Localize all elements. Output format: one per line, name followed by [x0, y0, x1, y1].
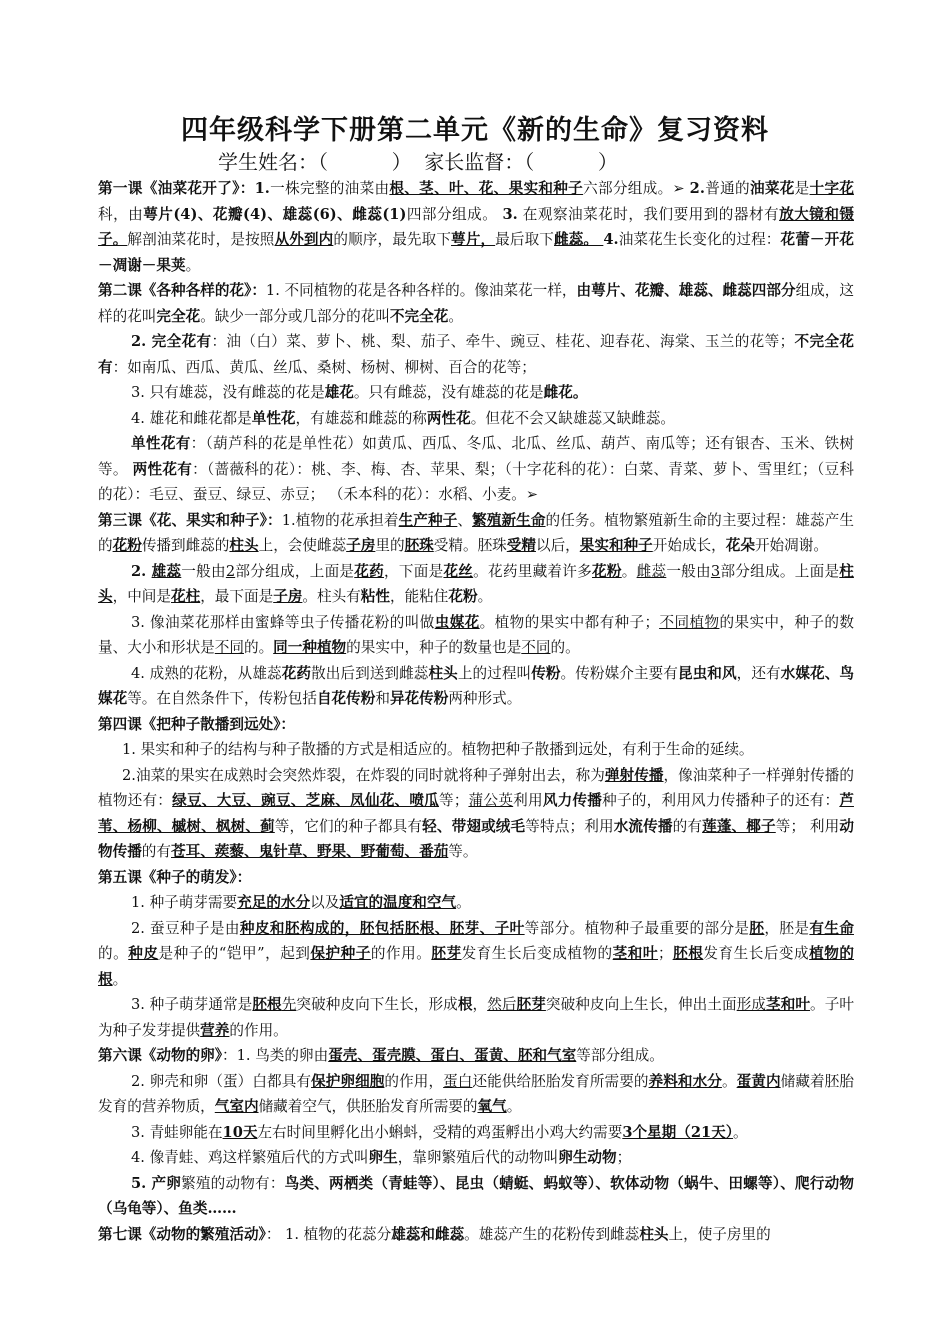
text-run: ，能粘住: [389, 588, 449, 605]
text-run: 自花传粉: [316, 690, 376, 707]
text-run: 4. 成熟的花粉，从雄蕊: [131, 664, 282, 682]
text-run: ，中间是: [112, 588, 171, 605]
text-run: 4. 雄花和雌花都是: [131, 409, 252, 427]
text-run: 蛋白: [443, 1072, 473, 1090]
text-run: 。: [506, 1098, 522, 1115]
text-run: 植物的根: [98, 945, 854, 988]
text-run: 3. 像油菜花那样由蜜蜂等虫子传播花粉的叫做: [131, 613, 435, 631]
text-run: 2. 卵壳和卵（蛋）白都具有: [131, 1072, 312, 1090]
text-run: 的。: [550, 639, 580, 656]
text-run: 。但花不会又缺雄蕊又缺雌蕊。: [470, 409, 676, 427]
text-run: 。花药里藏着许多: [473, 562, 593, 580]
text-run: 保护卵细胞: [311, 1072, 385, 1090]
paragraph: [98, 278, 854, 329]
text-run: 胚芽: [431, 945, 462, 962]
text-run: 。: [477, 588, 493, 605]
text-run: 粘性: [360, 588, 390, 605]
text-run: 六部分组成。➢: [583, 180, 690, 197]
text-run: ：（蔷薇科的花）：桃、李、梅、杏、苹果、梨；（十字花科的花）：白菜、青菜、萝卜、雪里红；（豆科的花）：毛豆、蚕豆、绿豆、赤豆； （禾本科的花）：水稻、小麦。➢: [98, 460, 854, 503]
text-run: 等；: [439, 792, 469, 809]
text-run: 在观察油菜花时，我们要用到的器材有: [517, 205, 780, 223]
text-run: 等部分。植物种子最重要的部分是: [524, 919, 750, 937]
text-run: 2. 完全花有: [131, 333, 212, 350]
text-run: 异花传粉: [389, 690, 449, 707]
text-run: 3. 种子萌芽通常是: [131, 996, 253, 1013]
text-run: 油菜花生长变化的过程：: [618, 231, 781, 248]
text-run: 。: [721, 1072, 737, 1090]
text-run: 花粉: [592, 562, 622, 580]
text-run: 不同: [214, 639, 244, 656]
text-run: 。雄蕊产生的花粉传到雌蕊: [464, 1225, 640, 1243]
text-run: ，像油菜种子一样弹射传播的植物还有：: [98, 766, 854, 809]
text-run: 10天: [222, 1123, 258, 1141]
paragraph: [98, 916, 854, 993]
text-run: 2. 蚕豆种子是由: [131, 919, 240, 937]
text-run: 的作用，: [384, 1072, 444, 1090]
paragraph: [98, 406, 854, 432]
text-run: ： 1. 植物的花蕊分: [265, 1225, 392, 1243]
text-run: 发育生长后变成: [703, 945, 810, 962]
text-run: 。: [456, 894, 471, 911]
text-run: 弹射传播: [604, 766, 664, 784]
text-run: 上的过程叫: [457, 664, 532, 682]
text-run: 传播到雌蕊的: [141, 537, 230, 554]
text-run: 储藏着空气，供胚胎发育所需要的: [258, 1098, 478, 1115]
text-run: 的作用。: [229, 1021, 288, 1039]
text-run: 雌花。: [543, 384, 588, 401]
text-run: 开始成长，: [652, 537, 726, 554]
text-run: 单性花: [251, 409, 296, 427]
text-run: 受精: [506, 537, 536, 554]
paragraph: [98, 763, 854, 865]
text-run: 有生命: [809, 919, 854, 937]
text-run: 花丝: [443, 562, 474, 580]
text-run: 。: [733, 1123, 748, 1141]
text-run: 3.: [502, 205, 518, 223]
text-run: 花药: [354, 562, 384, 580]
text-run: 。植物的果实中都有种子；: [479, 613, 660, 631]
text-run: 的作用。: [370, 945, 432, 962]
text-run: 雄花: [324, 384, 354, 401]
text-run: 雄蕊和雌蕊: [391, 1225, 465, 1243]
text-run: 绿豆、大豆、豌豆、芝麻、凤仙花、喷瓜: [172, 792, 440, 809]
text-run: 是: [794, 180, 810, 197]
text-run: 动物传播: [98, 817, 854, 860]
paragraph: [98, 1069, 854, 1120]
text-run: 芦苇、杨柳、槭树、枫树、蓟: [98, 792, 854, 835]
text-run: 花柱: [171, 588, 201, 605]
text-run: 种皮和胚构成的，胚包括胚根、胚芽、子叶: [239, 919, 525, 937]
text-run: 2: [225, 562, 236, 580]
text-run: 第六课《动物的卵》: [98, 1047, 223, 1064]
text-run: 1.: [254, 180, 270, 197]
text-run: 以及: [310, 894, 340, 911]
paragraph: [98, 992, 854, 1043]
text-run: 胚根: [252, 996, 282, 1013]
text-run: 两性花有: [132, 460, 193, 478]
paragraph: [98, 610, 854, 661]
student-parent-line: 学生姓名：（ ） 家长监督：（ ）: [218, 150, 618, 174]
text-run: 蛋黄内: [736, 1072, 781, 1090]
text-run: 等； 利用: [775, 817, 840, 835]
text-run: ：1. 鸟类的卵由: [222, 1047, 329, 1064]
text-run: 等。: [448, 843, 478, 860]
text-run: 科，由: [98, 205, 144, 223]
text-run: 第二课《各种各样的花》：: [98, 282, 266, 299]
text-run: 3个星期（21天）: [622, 1123, 734, 1141]
text-run: 子房: [346, 537, 376, 554]
text-run: 根、茎、叶、花、果实和种子: [389, 180, 584, 197]
text-run: 发育生长后变成植物的: [461, 945, 613, 962]
text-run: 3: [710, 562, 721, 580]
text-run: 、: [457, 511, 473, 529]
text-run: 第四课《把种子散播到远处》：: [98, 715, 296, 733]
text-run: 莲蓬、椰子: [702, 817, 776, 835]
text-run: ；: [616, 1149, 632, 1166]
text-run: 适宜的温度和空气: [339, 894, 457, 911]
text-run: 普通的: [704, 180, 750, 197]
text-run: 和: [375, 690, 390, 707]
text-run: 胚根: [672, 945, 704, 962]
text-run: 柱头: [98, 562, 854, 605]
text-run: 茎和叶: [766, 996, 811, 1013]
text-run: 胚: [749, 919, 765, 937]
text-run: 1.植物的花承担着: [281, 511, 399, 529]
text-run: 一般由: [666, 562, 711, 580]
text-run: 利用: [513, 792, 543, 809]
text-run: 两种形式。: [448, 690, 522, 707]
text-run: 两性花: [426, 409, 471, 427]
text-run: 一般由: [181, 562, 226, 580]
text-run: 突破种皮向下生长，形成: [296, 996, 458, 1013]
text-run: 一株完整的油菜由: [269, 180, 390, 197]
text-run: 单性花有: [131, 435, 191, 452]
paragraph: [98, 712, 854, 738]
text-run: ，胚是: [764, 919, 810, 937]
text-run: 然后: [487, 996, 517, 1013]
text-run: 保护种子: [310, 945, 371, 962]
text-run: 苍耳、蒺藜、鬼针草、野果、野葡萄、番茄: [171, 843, 449, 860]
text-run: 最后取下: [495, 231, 555, 248]
text-run: 繁殖新生命: [472, 511, 546, 529]
text-run: 第五课《种子的萌发》：: [98, 868, 252, 886]
text-run: 由萼片、花瓣、雄蕊、雌蕊四部分: [576, 282, 796, 299]
text-run: 等，它们的种子都具有: [274, 817, 423, 835]
text-run: 鸟类、两栖类（青蛙等）、昆虫（蜻蜓、蚂蚁等）、软体动物（蜗牛、田螺等）、爬行动物（乌龟等）、鱼类……: [98, 1174, 854, 1217]
text-run: 里的: [375, 537, 405, 554]
text-run: ，还有: [736, 664, 781, 682]
text-run: 的任务。植物繁殖新生命的主要过程：雄蕊产生的: [98, 511, 854, 554]
text-run: 上，使子房里的: [668, 1225, 771, 1243]
paragraph: [98, 508, 854, 559]
text-run: ：油（白）菜、萝卜、桃、梨、茄子、牵牛、豌豆、桂花、迎春花、海棠、玉兰的花等；: [211, 333, 795, 350]
paragraph: [98, 865, 854, 891]
text-run: 解剖油菜花时，是按照: [127, 231, 275, 248]
text-run: 轻、带翅或绒毛: [422, 817, 526, 835]
paragraph: [98, 737, 854, 763]
paragraph: [98, 380, 854, 406]
text-run: 部分组成。上面是: [720, 562, 840, 580]
text-run: 上，会使雌蕊: [258, 537, 347, 554]
paragraph: [98, 176, 854, 278]
text-run: 生产种子: [398, 511, 458, 529]
text-run: 蛋壳、蛋壳膜、蛋白、蛋黄、胚和气室: [328, 1047, 577, 1064]
text-run: 4.: [603, 231, 619, 248]
text-run: 根: [457, 996, 473, 1013]
text-run: ；: [658, 945, 673, 962]
text-run: 5. 产卵: [131, 1174, 182, 1192]
text-run: 散出后到送到雌蕊: [311, 664, 429, 682]
paragraph: [98, 329, 854, 380]
text-run: 2.油菜的果实在成熟时会突然炸裂，在炸裂的同时就将种子弹射出去，称为: [122, 766, 605, 784]
text-run: 萼片，: [451, 231, 496, 248]
text-run: 2.: [131, 562, 152, 580]
text-run: 胚芽: [516, 996, 546, 1013]
text-run: 卵生: [368, 1149, 398, 1166]
text-run: 3. 只有雄蕊，没有雌蕊的花是: [131, 384, 325, 401]
text-run: 雄蕊: [151, 562, 182, 580]
paragraph: [98, 1171, 854, 1222]
text-run: 还能供给胚胎发育所需要的: [472, 1072, 649, 1090]
text-run: 充足的水分: [237, 894, 311, 911]
text-run: 雌蕊。: [554, 231, 604, 248]
text-run: 花蕾－开花－凋谢－果荚: [98, 231, 854, 274]
text-run: 虫媒花: [434, 613, 480, 631]
text-run: 。只有雌蕊，没有雄蕊的花是: [353, 384, 544, 401]
paragraph: [98, 661, 854, 712]
text-run: 。子叶为种子发芽提供: [98, 996, 854, 1039]
text-run: 的。: [98, 945, 129, 962]
text-run: ：（葫芦科的花是单性花）如黄瓜、西瓜、冬瓜、北瓜、丝瓜、葫芦、南瓜等；还有银杏、玉米、铁树等。: [98, 435, 854, 478]
text-run: 第七课《动物的繁殖活动》: [98, 1225, 266, 1243]
text-run: 。: [621, 562, 637, 580]
text-run: 第三课《花、果实和种子》：: [98, 511, 282, 529]
text-run: 种子的，利用风力传播种子的还有：: [602, 792, 840, 809]
paragraph: [98, 1043, 854, 1069]
review-content: [98, 176, 854, 1247]
text-run: 1. 不同植物的花是各种各样的。像油菜花一样，: [265, 282, 577, 299]
text-run: 4. 像青蛙、鸡这样繁殖后代的方式叫: [131, 1149, 369, 1166]
text-run: 储藏着胚胎发育的营养物质，: [98, 1072, 854, 1115]
text-run: 柱头: [428, 664, 458, 682]
paragraph: [98, 1145, 854, 1171]
text-run: 柱头: [639, 1225, 669, 1243]
text-run: 组成，这样的花叫: [98, 282, 854, 325]
text-run: 氧气: [477, 1098, 507, 1115]
text-run: ，: [472, 996, 488, 1013]
text-run: 花粉: [448, 588, 478, 605]
text-run: 蒲公英: [468, 792, 514, 809]
text-run: 花药: [281, 664, 312, 682]
text-run: 十字花: [809, 180, 854, 197]
text-run: 的。: [243, 639, 274, 656]
text-run: 从外到内: [274, 231, 334, 248]
text-run: 的有: [672, 817, 703, 835]
text-run: 3. 青蛙卵能在: [131, 1123, 223, 1141]
text-run: 营养: [200, 1021, 230, 1039]
text-run: 完全花: [156, 307, 201, 325]
text-run: 受精。胚珠: [433, 537, 507, 554]
paragraph: [98, 1222, 854, 1248]
text-run: 种皮: [128, 945, 159, 962]
text-run: ，最下面是: [200, 588, 274, 605]
text-run: 等特点；利用: [525, 817, 614, 835]
text-run: 。: [448, 307, 463, 325]
text-run: 。传粉媒介主要有: [560, 664, 678, 682]
text-run: 不同植物: [659, 613, 720, 631]
text-run: 水流传播: [613, 817, 673, 835]
text-run: ，靠卵繁殖后代的动物叫: [397, 1149, 559, 1166]
text-run: 气室内: [214, 1098, 259, 1115]
text-run: ，下面是: [384, 562, 444, 580]
text-run: 茎和叶: [612, 945, 659, 962]
text-run: 四部分组成。: [406, 205, 503, 223]
text-run: 不完全花有: [98, 333, 854, 376]
text-run: 花粉: [112, 537, 142, 554]
text-run: 卵生动物: [558, 1149, 617, 1166]
text-run: 昆虫和风: [677, 664, 737, 682]
text-run: 部分组成，上面是: [235, 562, 355, 580]
text-run: ：如南瓜、西瓜、黄瓜、丝瓜、桑树、杨树、柳树、百合的花等；: [112, 358, 536, 376]
text-run: 形成: [736, 996, 767, 1013]
text-run: 。缺少一部分或几部分的花叫: [200, 307, 390, 325]
text-run: 等。在自然条件下，传粉包括: [127, 690, 317, 707]
text-run: 果实和种子: [579, 537, 653, 554]
text-run: 的果实中，种子的数量也是: [346, 639, 522, 656]
text-run: 。柱头有: [302, 588, 361, 605]
text-run: 雌蕊: [636, 562, 667, 580]
text-run: 油菜花: [749, 180, 795, 197]
paragraph: [98, 1120, 854, 1146]
text-run: 风力传播: [542, 792, 603, 809]
text-run: 水媒花、鸟媒花: [98, 664, 854, 707]
page-title: 四年级科学下册第二单元《新的生命》复习资料: [181, 115, 769, 146]
text-run: 左右时间里孵化出小蝌蚪，受精的鸡蛋孵出小鸡大约需要: [257, 1123, 623, 1141]
text-run: 。: [112, 970, 128, 988]
text-run: 的果实中，种子的数量、大小和形状是: [98, 613, 854, 656]
text-run: 不完全花: [389, 307, 449, 325]
text-run: 2.: [689, 180, 705, 197]
text-run: 开始凋谢。: [754, 537, 828, 554]
text-run: 以后，: [535, 537, 580, 554]
text-run: 柱头: [229, 537, 259, 554]
text-run: 1. 果实和种子的结构与种子散播的方式是相适应的。植物把种子散播到远处，有利于生命的延续。: [122, 741, 754, 758]
paragraph: [98, 890, 854, 916]
text-run: 突破种皮向上生长，伸出土面: [545, 996, 737, 1013]
text-run: 不同: [521, 639, 551, 656]
text-run: 养料和水分: [648, 1072, 722, 1090]
text-run: 先: [281, 996, 297, 1013]
text-run: 萼片(4)、花瓣(4)、雄蕊(6)、雌蕊(1): [143, 205, 407, 223]
text-run: 1. 种子萌芽需要: [131, 894, 238, 911]
text-run: 的顺序，最先取下: [333, 231, 452, 248]
text-run: 。: [185, 256, 201, 274]
text-run: 传粉: [531, 664, 561, 682]
text-run: 放大镜和镊子。: [98, 205, 854, 248]
text-run: 同一种植物: [273, 639, 347, 656]
text-run: ，有雄蕊和雌蕊的称: [295, 409, 427, 427]
text-run: 繁殖的动物有：: [181, 1174, 285, 1192]
text-run: 子房: [273, 588, 303, 605]
text-run: 胚珠: [404, 537, 434, 554]
text-run: 等部分组成。: [576, 1047, 664, 1064]
text-run: 是种子的“铠甲”，起到: [158, 945, 311, 962]
text-run: 花朵: [725, 537, 755, 554]
paragraph: [98, 431, 854, 508]
paragraph: [98, 559, 854, 610]
text-run: 的有: [141, 843, 171, 860]
text-run: 第一课《油菜花开了》：: [98, 180, 255, 197]
